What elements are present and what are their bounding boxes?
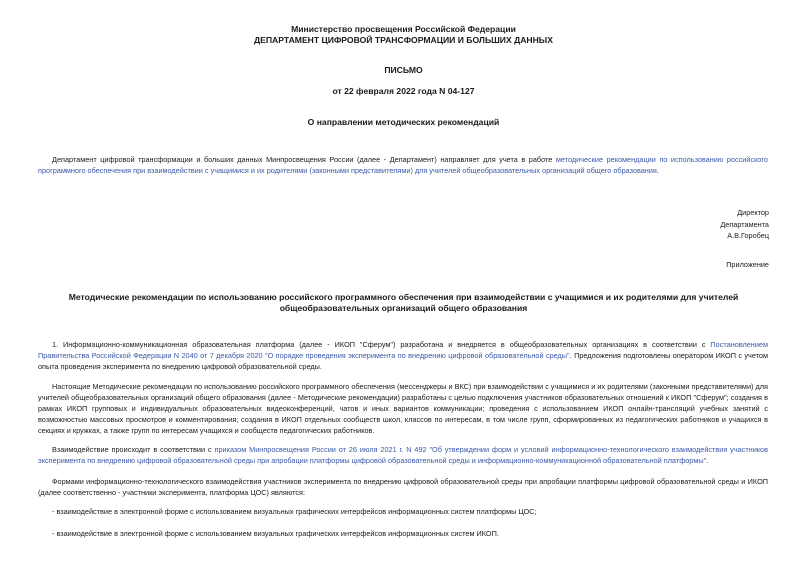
document-date-number: от 22 февраля 2022 года N 04-127 (332, 86, 475, 96)
appendix-title-line-2: общеобразовательных организаций общего образования (279, 303, 528, 313)
paragraph-1-text-b: . Предложения подготовлены оператором ИКОП с учетом опыта проведения эксперимента по внедрению цифровой образовательной среды. (38, 351, 768, 371)
department-name: ДЕПАРТАМЕНТ ЦИФРОВОЙ ТРАНСФОРМАЦИИ И БОЛЬШИХ ДАННЫХ (254, 35, 553, 45)
appendix-title (40, 292, 767, 314)
intro-end: . (656, 166, 659, 175)
signature-position-2: Департамента (720, 219, 769, 229)
document-subject: О направлении методических рекомендаций (307, 117, 500, 127)
ministry-name: Министерство просвещения Российской Федерации (291, 24, 516, 34)
intro-text: Департамент цифровой трансформации и больших данных Минпросвещения России (далее - Департамент) направляет для учета в работе (52, 155, 556, 164)
paragraph-1-text-a: 1. Информационно-коммуникационная образовательная платформа (далее - ИКОП "Сферум") разработана и внедряется в общеобразовательных организациях в соответствии с (52, 340, 711, 349)
intro-paragraph (38, 154, 768, 176)
ministry-order-link[interactable]: приказом Минпросвещения России от 26 июля 2021 г. N 492 "Об утверждении форм и условий информационно-технологического взаимодействия участников эксперимента по внедрению цифровой образовательной среды при апробации платформы цифровой образовательной среды и информационно-коммуникационной образовательной платформы" (38, 445, 768, 465)
paragraph-3 (38, 444, 768, 466)
paragraph-2: Настоящие Методические рекомендации по использованию российского программного обеспечения (мессенджеры и ВКС) при взаимодействии с учащимися и их родителями (законными представителями) для учителей общеобразовательных организаций общего образования (далее - Методические рекомендации) разработаны с целью подключения участников образовательных отношений к ИКОП "Сферум"; создания в рамках ИКОП групповых и индивидуальных образовательных видеоконференций, чатов и иных вариантов коммуникации; проведения с использованием ИКОП онлайн-трансляций учебных занятий с возможностью массовых просмотров и комментирования; создания в ИКОП отдельных сообществ школ, классов по интересам, в том числе групп, сформированных из педагогических работников и учащихся в секциях и кружках, а также групп по интересам учащихся и сообществ педагогических работников. (38, 382, 768, 435)
signature-name: А.В.Горобец (727, 231, 769, 240)
recommendations-link[interactable]: методические рекомендации по использованию российского программного обеспечения при взаимодействии с учащимися и их родителями (законными представителями) для учителей общеобразовательных организаций общего образования (38, 155, 768, 175)
paragraph-4: Формами информационно-технологического взаимодействия участников эксперимента по внедрению цифровой образовательной среды при апробации платформы цифровой образовательной среды и ИКОП (далее соответственно - участники эксперимента, платформа ЦОС) являются: (38, 477, 768, 497)
government-decree-link[interactable]: Постановлением Правительства Российской Федерации N 2040 от 7 декабря 2020 "О порядке проведения эксперимента по внедрению цифровой образовательной среды" (38, 340, 768, 360)
signature-position-1: Директор (737, 208, 769, 217)
bullet-item-1: - взаимодействие в электронной форме с использованием визуальных графических интерфейсов информационных систем платформы ЦОС; (52, 507, 537, 516)
paragraph-3-text-a: Взаимодействие происходит в соответствии с (52, 445, 215, 454)
signature-block (720, 207, 769, 242)
document-type: ПИСЬМО (384, 65, 423, 75)
paragraph-3-text-b: . (706, 456, 709, 465)
appendix-title-line-1: Методические рекомендации по использованию российского программного обеспечения при взаимодействии с учащимися и их родителями для учителей (68, 292, 739, 302)
bullet-item-2: - взаимодействие в электронной форме с использованием визуальных графических интерфейсов информационных систем ИКОП. (52, 529, 499, 538)
appendix-label: Приложение (726, 260, 769, 269)
paragraph-1 (38, 339, 768, 372)
